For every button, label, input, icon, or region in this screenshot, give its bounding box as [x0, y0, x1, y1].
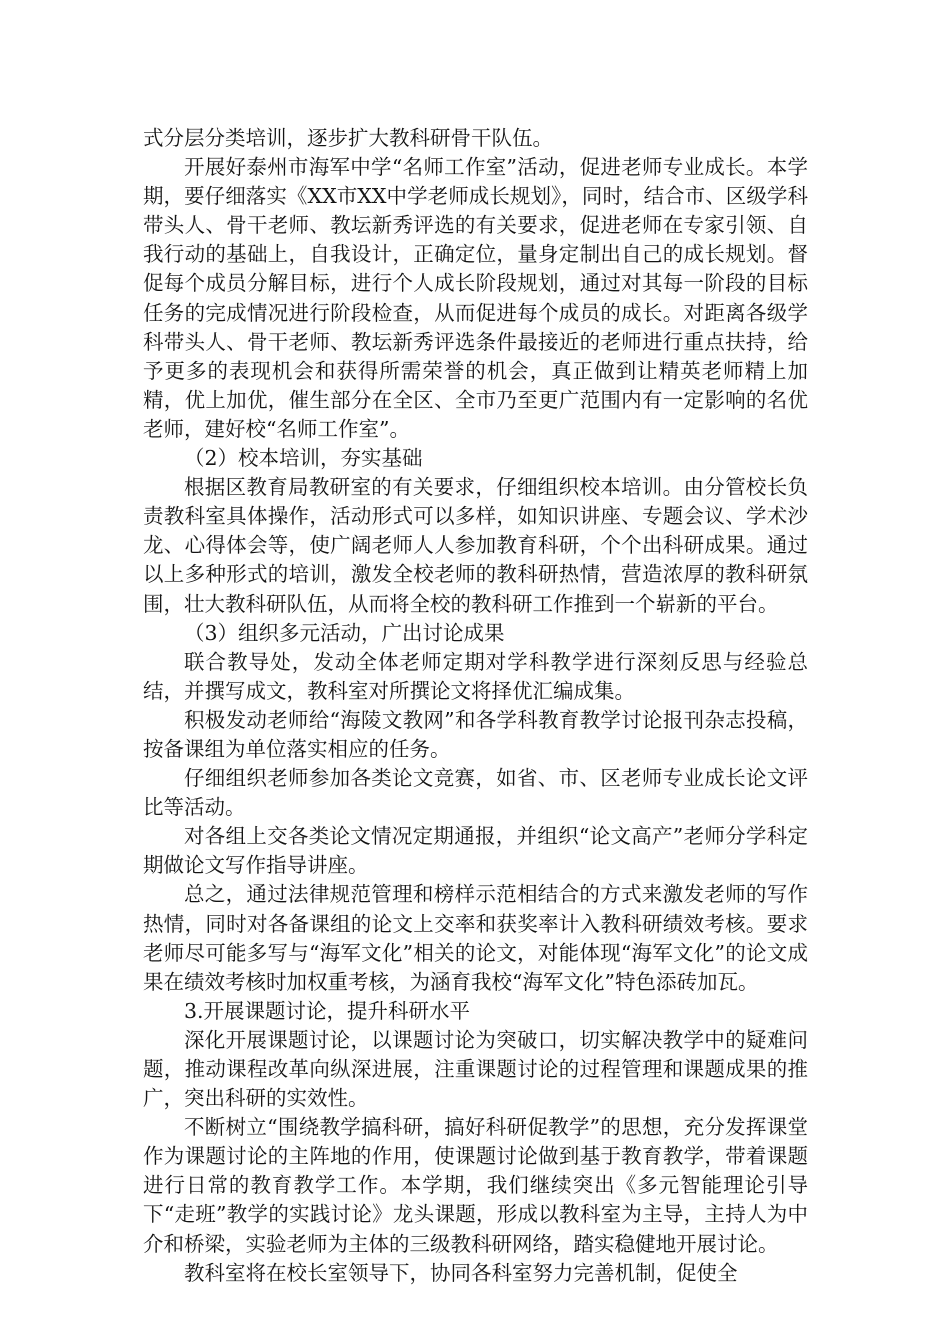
paragraph-continuation: 式分层分类培训，逐步扩大教科研骨干队伍。 [143, 126, 553, 150]
paragraph-deepen-research: 深化开展课题讨论，以课题讨论为突破口，切实解决教学中的疑难问题，推动课程改革向纵深进展，注重课题讨论的过程管理和课题成果的推广，突出科研的实效性。 [143, 1027, 808, 1111]
section-heading-diverse-activities: （3）组织多元活动，广出讨论成果 [184, 620, 505, 645]
section-heading-school-training: （2）校本培训，夯实基础 [184, 446, 423, 471]
paragraph-paper-competitions: 仔细组织老师参加各类论文竞赛，如省、市、区老师专业成长论文评比等活动。 [143, 766, 808, 820]
paragraph-school-training: 根据区教育局教研室的有关要求，仔细组织校本培训。由分管校长负责教科室具体操作，活动形式可以多样，如知识讲座、专题会议、学术沙龙、心得体会等，使广阔老师人人参加教育科研，个个出科研成果。通过以上多种形式的培训，激发全校老师的教科研热情，营造浓厚的教科研氛围，壮大教科研队伍，从而将全校的教科研工作推到一个崭新的平台。 [143, 475, 808, 616]
paragraph-famous-teacher-studio: 开展好泰州市海军中学“名师工作室”活动，促进老师专业成长。本学期，要仔细落实《XX市XX中学老师成长规划》，同时，结合市、区级学科带头人、骨干老师、教坛新秀评选的有关要求，促进老师在专家引领、自我行动的基础上，自我设计，正确定位，量身定制出自己的成长规划。督促每个成员分解目标，进行个人成长阶段规划，通过对其每一阶段的目标任务的完成情况进行阶段检查，从而促进每个成员的成长。对距离各级学科带头人、骨干老师、教坛新秀评选条件最接近的老师进行重点扶持，给予更多的表现机会和获得所需荣誉的机会，真正做到让精英老师精上加精，优上加优，催生部分在全区、全市乃至更广范围内有一定影响的名优老师，建好校“名师工作室”。 [143, 155, 808, 441]
paragraph-research-office: 教科室将在校长室领导下，协同各科室努力完善机制，促使全 [184, 1260, 738, 1285]
paragraph-teaching-research: 不断树立“围绕教学搞科研，搞好科研促教学”的思想，充分发挥课堂作为课题讨论的主阵地的作用，使课题讨论做到基于教育教学，带着课题进行日常的教育教学工作。本学期，我们继续突出《多元智能理论引导下“走班”教学的实践讨论》龙头课题，形成以教科室为主导，主持人为中介和桥梁，实验老师为主体的三级教科研网络，踏实稳健地开展讨论。 [143, 1115, 808, 1256]
paragraph-submissions: 积极发动老师给“海陵文教网”和各学科教育教学讨论报刊杂志投稿，按备课组为单位落实相应的任务。 [143, 707, 808, 761]
paragraph-paper-reporting: 对各组上交各类论文情况定期通报，并组织“论文高产”老师分学科定期做论文写作指导讲座。 [143, 824, 808, 878]
paragraph-conclusion: 总之，通过法律规范管理和榜样示范相结合的方式来激发老师的写作热情，同时对各备课组的论文上交率和获奖率计入教科研绩效考核。要求老师尽可能多写与“海军文化”相关的论文，对能体现“海军文化”的论文成果在绩效考核时加权重考核，为涵育我校“海军文化”特色添砖加瓦。 [143, 882, 808, 994]
paragraph-reflection-summary: 联合教导处，发动全体老师定期对学科教学进行深刻反思与经验总结，并撰写成文，教科室对所撰论文将择优汇编成集。 [143, 649, 808, 703]
section-heading-research-topics: 3.开展课题讨论，提升科研水平 [184, 998, 471, 1023]
document-body [143, 124, 808, 1288]
